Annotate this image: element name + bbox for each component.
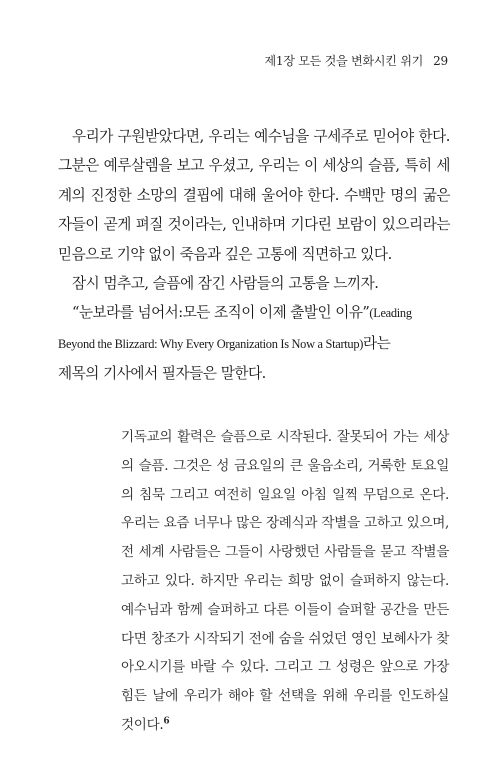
quote-text: 기독교의 활력은 슬픔으로 시작된다. 잘못되어 가는 세상의 슬픔. 그것은 성 금요일의 큰 울음소리, 거룩한 토요일의 침묵 그리고 여전히 일요일 아침 일찍 무덤으로 온다.우리는 요즘 너무나 많은 장례식과 작별을 고하고 있으며, 전 세계 사람들은 그들이 사랑했던 사람들을 묻고 작별을 고하고 있다. 하지만 우리는 희망 없이 슬퍼하지 않는다. 예수님과 함께 슬퍼하고 다른 이들이 슬퍼할 공간을 만든다면 창조가 시작되기 전에 숨을 쉬었던 영인 보혜사가 찾아오시기를 바랄 수 있다. 그리고 그 성령은 앞으로 가장 힘든 날에 우리가 해야 할 선택을 위해 우리를 인도하실 것이다. <box>121 429 449 733</box>
running-header <box>265 52 448 69</box>
article-title-english-start: (Leading <box>369 306 412 321</box>
chapter-title: 제1장 모든 것을 변화시킨 위기 <box>264 54 424 68</box>
block-quote <box>121 423 449 740</box>
article-title-korean: “눈보라를 넘어서:모든 조직이 이제 출발인 이유” <box>72 304 370 322</box>
paragraph-1: 우리가 구원받았다면, 우리는 예수님을 구세주로 믿어야 한다. 그분은 예루살렘을 보고 우셨고, 우리는 이 세상의 슬픔, 특히 세계의 진정한 소망의 결핍에 대해 울어야 한다. 수백만 명의 굶은 자들이 곧게 펴질 것이라는, 인내하며 기다린 보람이 있으리라는 믿음으로 기약 없이 죽음과 깊은 고통에 직면하고 있다. <box>58 128 450 263</box>
page-number: 29 <box>433 54 448 68</box>
article-title-english: Beyond the Blizzard: Why Every Organization Is Now a Startup) <box>58 336 364 351</box>
paragraph-2: 잠시 멈추고, 슬픔에 잠긴 사람들의 고통을 느끼자. <box>72 275 379 293</box>
body-text <box>58 122 450 389</box>
footnote-marker: 6 <box>163 716 170 727</box>
paragraph-3-line-3: 제목의 기사에서 필자들은 말한다. <box>58 365 266 383</box>
paragraph-3-line-1 <box>58 298 450 328</box>
paragraph-3-line-2 <box>58 329 450 359</box>
article-title-suffix: 라는 <box>363 334 391 352</box>
